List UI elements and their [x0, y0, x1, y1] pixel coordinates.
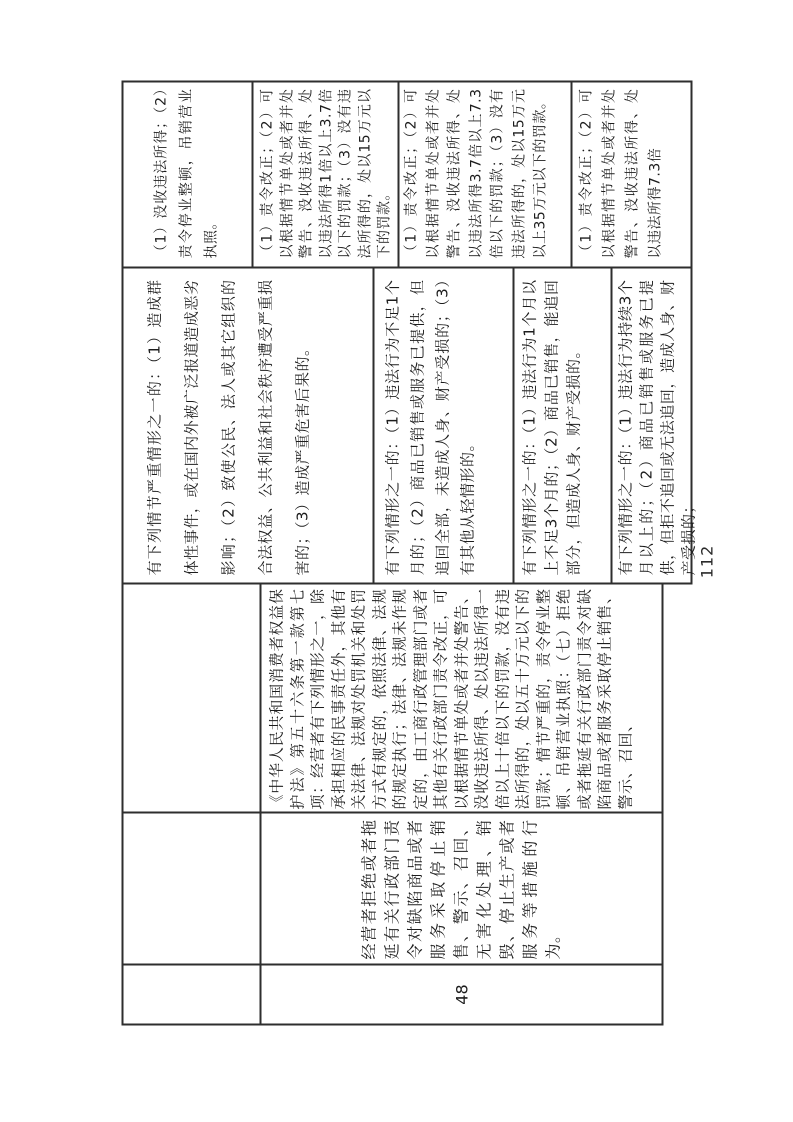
penalty-cell-tier-1 — [258, 88, 397, 258]
legal-basis-cell — [266, 588, 658, 809]
circumstance-cell-tier-3 — [615, 279, 697, 575]
circumstance-text: 有下列情节严重情形之一的：（1）造成群体性事件，或在国内外被广泛报道造成恶劣影响；（2）致使公民、法人或其它组织的合法权益、公共利益和社会秩序遭受严重损害的；（3）造成严重危害后果的。 — [145, 279, 311, 575]
penalty-cell-carryover-severe — [121, 88, 251, 258]
column-divider-legal-basis — [121, 582, 692, 584]
page-number: 112 — [697, 544, 716, 578]
circumstance-text: 有下列情形之一的：（1）违法行为持续3个月以上的；（2）商品已销售或服务已提供，但拒不追回或无法追回，造成人身、财产受损的； — [616, 279, 697, 575]
serial-number-cell — [261, 965, 661, 1023]
penalty-text: （1）责令改正；（2）可以根据情节单处或者并处警告、没收违法所得、处以违法所得7.3倍 — [578, 88, 663, 258]
penalty-cell-tier-2 — [401, 88, 570, 258]
table-border-bottom-left — [661, 582, 663, 1025]
column-divider-violation — [121, 811, 663, 813]
table-border-right — [121, 80, 692, 82]
penalty-text: （1）没收违法所得；（2）责令停业整顿，吊销营业执照。 — [152, 88, 219, 258]
circumstance-text: 有下列情形之一的：（1）违法行为1个月以上不足3个月的；（2）商品已销售，能追回部分，但造成人身、财产受损的。 — [520, 279, 582, 575]
penalty-text: （1）责令改正；（2）可以根据情节单处或者并处警告、没收违法所得、处以违法所得1倍以上3.7倍以下的罚款；（3）没有违法所得的，处以15万元以下的罚款。 — [259, 88, 392, 258]
violation-description: 经营者拒绝或者拖延有关行政部门责令对缺陷商品或者服务采取停止销售、警示、召回、无害化处理、销毁、停止生产或者服务等措施的行为。 — [358, 819, 562, 959]
circumstance-cell-tier-1 — [380, 279, 512, 575]
circumstance-cell-tier-2 — [518, 279, 610, 575]
legal-basis-text: 《中华人民共和国消费者权益保护法》第五十六条第一款第七项：经营者有下列情形之一，除承担相应的民事责任外，其他有关法律、法规对处罚机关和处罚方式有规定的，依照法律、法规的规定执行；法律、法规未作规定的，由工商行政管理部门或者其他有关行政部门责令改正，可以根据情节单处或者并处警告、没收违法所得、处以违法所得一倍以上十倍以下的罚款，没有违法所得的，处以五十万元以下的罚款；情节严重的，责令停业整顿、吊销营业执照：（七）拒绝或者拖延有关行政部门责令对缺陷商品或者服务采取停止销售、警示、召回、 — [267, 588, 634, 809]
penalty-text: （1）责令改正；（2）可以根据情节单处或者并处警告、没收违法所得、处以违法所得3.7倍以上7.3倍以下的罚款；（3）没有违法所得的，处以15万元以上35万元以下的罚款。 — [403, 88, 548, 258]
violation-description-cell — [261, 819, 659, 959]
circumstance-cell-carryover-severe — [121, 279, 386, 575]
column-divider-circumstance — [121, 266, 692, 268]
circumstance-text: 有下列情形之一的：（1）违法行为不足1个月的；（2）商品已销售或服务已提供，但追回全部，未造成人身、财产受损的；（3）有其他从轻情形的。 — [383, 279, 476, 575]
penalty-cell-tier-3 — [575, 88, 693, 258]
serial-number: 48 — [451, 983, 471, 1005]
